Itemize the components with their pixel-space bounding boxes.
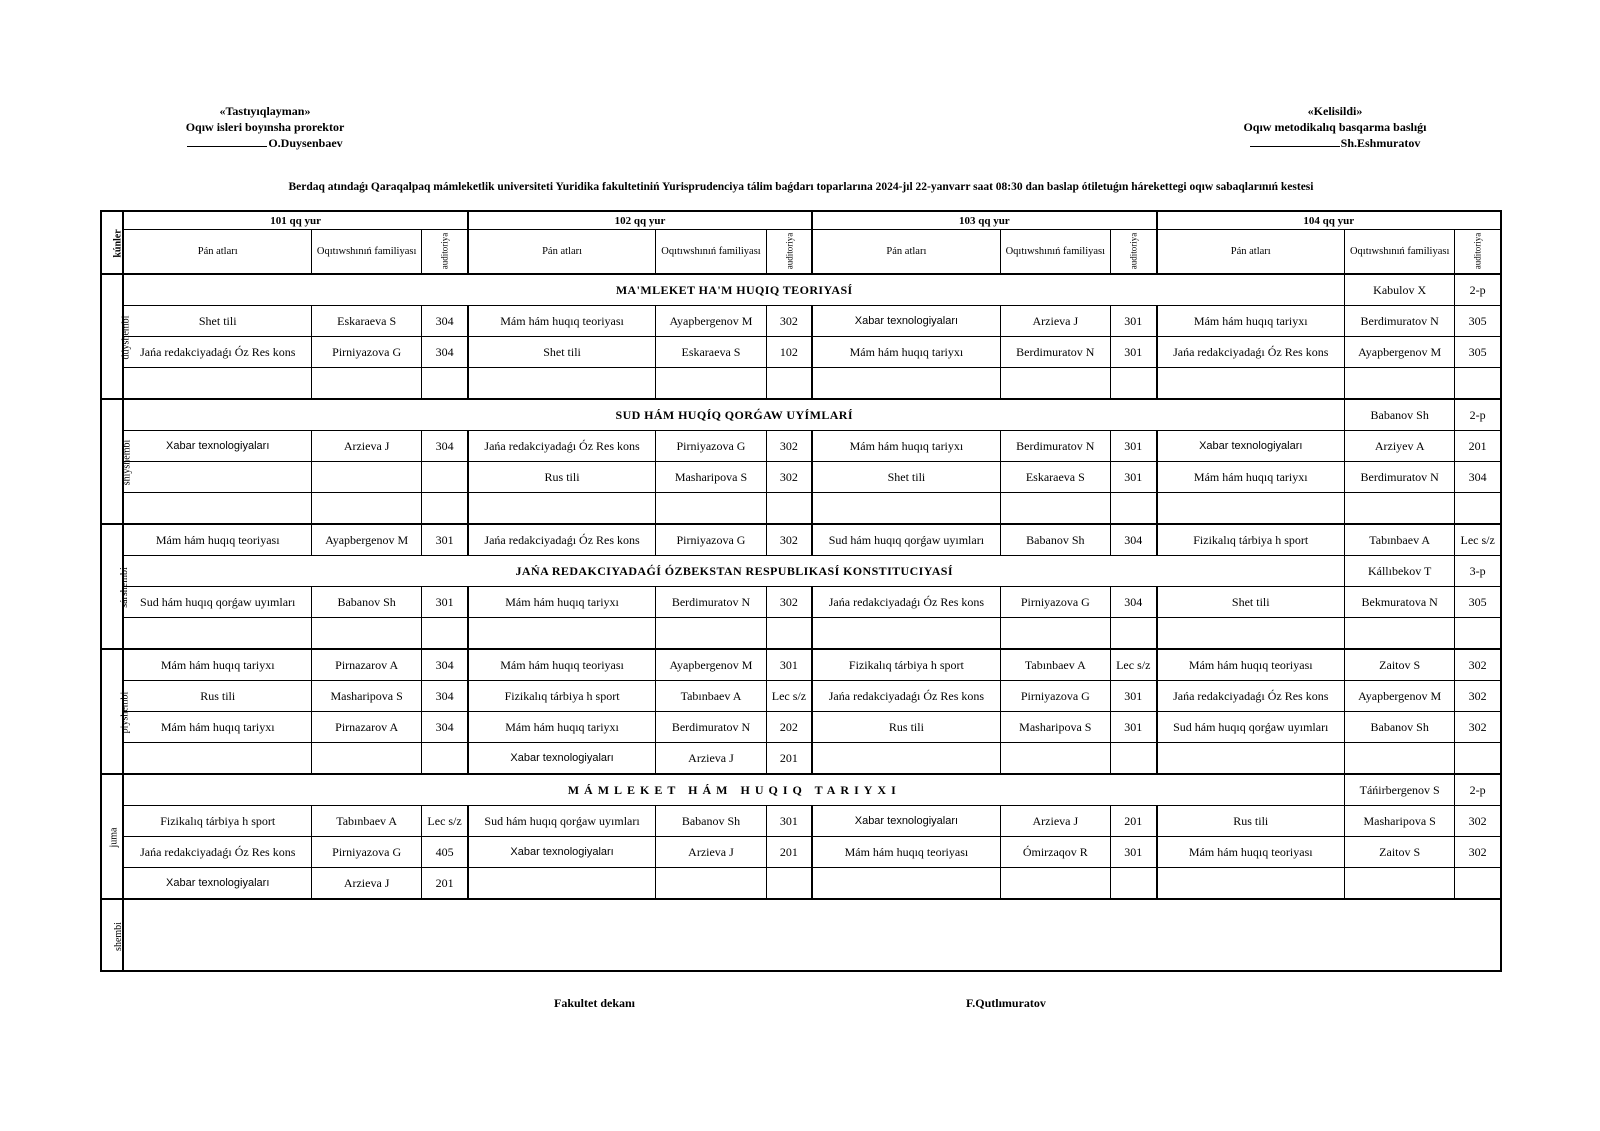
subject-cell: Mám hám huqıq teoriyası bbox=[1157, 837, 1345, 868]
schedule-row bbox=[101, 743, 1501, 775]
subject-cell: Jańa redakciyadaǵı Óz Res kons bbox=[123, 837, 311, 868]
col-room-label: auditoriya bbox=[1128, 232, 1139, 270]
day-label-cell bbox=[101, 899, 123, 971]
col-room-header bbox=[422, 230, 468, 275]
day-label-cell bbox=[101, 524, 130, 649]
col-room-header bbox=[766, 230, 812, 275]
room-cell bbox=[1455, 493, 1501, 525]
teacher-cell bbox=[656, 868, 766, 900]
subject-cell: Mám hám huqıq teoriyası bbox=[123, 524, 311, 556]
lecture-banner: JAŃA REDAKCIYADAǴÍ ÓZBEKSTAN RESPUBLIKASÍ KONSTITUCIYASÍ bbox=[123, 556, 1344, 587]
subject-cell: Jańa redakciyadaǵı Óz Res kons bbox=[468, 431, 656, 462]
col-room-label: auditoriya bbox=[439, 232, 450, 270]
subject-cell: Mám hám huqıq teoriyası bbox=[1157, 649, 1345, 681]
subject-cell: Fizikalıq tárbiya h sport bbox=[1157, 524, 1345, 556]
room-cell bbox=[1111, 743, 1157, 775]
subject-cell: Mám hám huqıq teoriyası bbox=[812, 837, 1000, 868]
teacher-cell: Pirniyazova G bbox=[1000, 587, 1110, 618]
subject-cell: Shet tili bbox=[1157, 587, 1345, 618]
subject-cell bbox=[123, 493, 311, 525]
teacher-cell: Arzieva J bbox=[311, 431, 421, 462]
subject-cell: Shet tili bbox=[123, 306, 311, 337]
teacher-cell bbox=[1345, 368, 1455, 400]
signature-line bbox=[187, 136, 267, 147]
subject-cell bbox=[468, 868, 656, 900]
teacher-cell: Berdimuratov N bbox=[1000, 337, 1110, 368]
room-cell: 302 bbox=[766, 587, 812, 618]
room-cell: 302 bbox=[766, 462, 812, 493]
days-header-label: kúnler bbox=[112, 228, 124, 258]
day-row-empty bbox=[101, 899, 1501, 971]
teacher-cell: Berdimuratov N bbox=[1000, 431, 1110, 462]
subject-cell: Jańa redakciyadaǵı Óz Res kons bbox=[468, 524, 656, 556]
dean-label: Fakultet dekanı bbox=[554, 996, 636, 1010]
room-cell: 304 bbox=[422, 306, 468, 337]
subject-cell: Jańa redakciyadaǵı Óz Res kons bbox=[1157, 337, 1345, 368]
room-cell: 304 bbox=[422, 337, 468, 368]
subject-cell bbox=[1157, 743, 1345, 775]
schedule-row bbox=[101, 493, 1501, 525]
room-cell: 304 bbox=[1111, 587, 1157, 618]
day-label-cell bbox=[101, 774, 123, 899]
lecture-teacher: Kállıbekov T bbox=[1345, 556, 1455, 587]
teacher-cell: Berdimuratov N bbox=[656, 587, 766, 618]
room-cell: Lec s/z bbox=[1455, 524, 1501, 556]
signature-line bbox=[1250, 136, 1340, 147]
schedule-row bbox=[101, 431, 1501, 462]
subject-cell bbox=[123, 368, 311, 400]
subject-cell: Xabar texnologiyaları bbox=[1157, 431, 1345, 462]
schedule-row bbox=[101, 524, 1501, 556]
room-cell: Lec s/z bbox=[1111, 649, 1157, 681]
subject-cell: Shet tili bbox=[812, 462, 1000, 493]
subject-cell bbox=[812, 368, 1000, 400]
subject-cell: Sud hám huqıq qorǵaw uyımları bbox=[468, 806, 656, 837]
room-cell: 202 bbox=[766, 712, 812, 743]
day-label-cell bbox=[101, 649, 131, 774]
room-cell: 304 bbox=[422, 649, 468, 681]
schedule-row bbox=[101, 681, 1501, 712]
subject-cell bbox=[468, 618, 656, 650]
room-cell: 302 bbox=[1455, 712, 1501, 743]
teacher-cell bbox=[1000, 868, 1110, 900]
subject-cell: Jańa redakciyadaǵı Óz Res kons bbox=[812, 587, 1000, 618]
teacher-cell: Arzieva J bbox=[1000, 306, 1110, 337]
subject-cell: Mám hám huqıq tariyxı bbox=[468, 587, 656, 618]
subject-cell bbox=[812, 743, 1000, 775]
subject-cell bbox=[123, 618, 311, 650]
room-cell: 201 bbox=[1455, 431, 1501, 462]
room-cell bbox=[1111, 618, 1157, 650]
schedule-row bbox=[101, 556, 1501, 587]
subject-cell: Rus tili bbox=[1157, 806, 1345, 837]
group-header-row bbox=[101, 211, 1501, 230]
lecture-teacher: Babanov Sh bbox=[1345, 399, 1455, 431]
day-label: shiyshembi bbox=[121, 439, 133, 486]
schedule-row bbox=[101, 618, 1501, 650]
subject-cell: Fizikalıq tárbiya h sport bbox=[123, 806, 311, 837]
room-cell: 102 bbox=[766, 337, 812, 368]
schedule-row bbox=[101, 274, 1501, 306]
col-subject-header: Pán atları bbox=[123, 230, 311, 275]
teacher-cell: Eskaraeva S bbox=[311, 306, 421, 337]
agreement-position: Oqıw metodikalıq basqarma baslıǵı bbox=[1243, 120, 1427, 134]
col-room-label: auditoriya bbox=[1472, 232, 1483, 270]
room-cell: 304 bbox=[1111, 524, 1157, 556]
teacher-cell bbox=[311, 368, 421, 400]
schedule-row bbox=[101, 712, 1501, 743]
room-cell bbox=[1455, 368, 1501, 400]
subject-cell bbox=[123, 743, 311, 775]
room-cell bbox=[766, 868, 812, 900]
room-cell: 301 bbox=[1111, 306, 1157, 337]
lecture-banner: SUD HÁM HUQÍQ QORǴAW UYÍMLARÍ bbox=[123, 399, 1344, 431]
schedule-table bbox=[100, 210, 1502, 972]
subject-cell: Xabar texnologiyaları bbox=[812, 806, 1000, 837]
col-teacher-header: Oqıtıwshınıń familiyası bbox=[311, 230, 421, 275]
room-cell: 201 bbox=[766, 837, 812, 868]
teacher-cell: Berdimuratov N bbox=[1345, 462, 1455, 493]
room-cell: Lec s/z bbox=[422, 806, 468, 837]
room-cell: 301 bbox=[1111, 431, 1157, 462]
subject-cell: Rus tili bbox=[468, 462, 656, 493]
schedule-title: Berdaq atındaǵı Qaraqalpaq mámleketlik universiteti Yuridika fakultetiniń Yurisprudenciya tálim baǵdarı toparlarına 2024-jıl 22-yanvarr saat 08:30 dan baslap ótiletuǵın hárekettegi oqıw sabaqlarınıń kestesi bbox=[288, 181, 1314, 193]
teacher-cell: Pirnazarov A bbox=[311, 712, 421, 743]
room-cell: 302 bbox=[1455, 837, 1501, 868]
schedule-row bbox=[101, 337, 1501, 368]
room-cell bbox=[766, 618, 812, 650]
subject-cell: Xabar texnologiyaları bbox=[123, 431, 311, 462]
room-cell: 301 bbox=[422, 524, 468, 556]
schedule-row bbox=[101, 399, 1501, 431]
schedule-row bbox=[101, 837, 1501, 868]
teacher-cell: Pirniyazova G bbox=[311, 337, 421, 368]
teacher-cell bbox=[656, 493, 766, 525]
room-cell: 301 bbox=[422, 587, 468, 618]
day-label: dúyshembi bbox=[120, 315, 132, 360]
schedule-row bbox=[101, 587, 1501, 618]
teacher-cell: Ayapbergenov M bbox=[311, 524, 421, 556]
subject-cell: Xabar texnologiyaları bbox=[468, 743, 656, 775]
teacher-cell: Babanov Sh bbox=[311, 587, 421, 618]
room-cell bbox=[1111, 493, 1157, 525]
teacher-cell: Ayapbergenov M bbox=[656, 649, 766, 681]
subject-cell: Sud hám huqıq qorǵaw uyımları bbox=[812, 524, 1000, 556]
teacher-cell: Pirniyazova G bbox=[656, 431, 766, 462]
teacher-cell: Pirniyazova G bbox=[1000, 681, 1110, 712]
schedule-row bbox=[101, 462, 1501, 493]
agreement-name: Sh.Eshmuratov bbox=[1340, 136, 1421, 150]
room-cell: 301 bbox=[1111, 462, 1157, 493]
subject-cell bbox=[123, 462, 311, 493]
room-cell bbox=[1455, 868, 1501, 900]
teacher-cell bbox=[1345, 868, 1455, 900]
teacher-cell: Ómirzaqov R bbox=[1000, 837, 1110, 868]
room-cell bbox=[422, 618, 468, 650]
room-cell: 302 bbox=[1455, 806, 1501, 837]
teacher-cell: Arzieva J bbox=[311, 868, 421, 900]
col-room-header bbox=[1111, 230, 1157, 275]
room-cell: 302 bbox=[766, 431, 812, 462]
teacher-cell bbox=[311, 493, 421, 525]
subject-cell: Shet tili bbox=[468, 337, 656, 368]
room-cell: 302 bbox=[766, 306, 812, 337]
subject-cell: Fizikalıq tárbiya h sport bbox=[468, 681, 656, 712]
subject-cell: Rus tili bbox=[812, 712, 1000, 743]
room-cell: 301 bbox=[766, 806, 812, 837]
room-cell bbox=[766, 493, 812, 525]
subject-cell: Sud hám huqıq qorǵaw uyımları bbox=[123, 587, 311, 618]
subject-cell bbox=[1157, 618, 1345, 650]
teacher-cell bbox=[1000, 743, 1110, 775]
teacher-cell: Arzieva J bbox=[656, 837, 766, 868]
teacher-cell bbox=[1345, 743, 1455, 775]
subject-cell: Mám hám huqıq teoriyası bbox=[468, 306, 656, 337]
subject-cell: Jańa redakciyadaǵı Óz Res kons bbox=[123, 337, 311, 368]
room-cell: 201 bbox=[1111, 806, 1157, 837]
subject-cell: Xabar texnologiyaları bbox=[468, 837, 656, 868]
room-cell: 304 bbox=[422, 431, 468, 462]
col-teacher-header: Oqıtıwshınıń familiyası bbox=[1345, 230, 1455, 275]
subject-cell: Mám hám huqıq tariyxı bbox=[812, 431, 1000, 462]
day-label: piyshembi bbox=[119, 691, 131, 734]
col-teacher-header: Oqıtıwshınıń familiyası bbox=[1000, 230, 1110, 275]
approval-position: Oqıw isleri boyınsha prorektor bbox=[185, 120, 345, 134]
teacher-cell: Pirniyazova G bbox=[656, 524, 766, 556]
teacher-cell: Ayapbergenov M bbox=[1345, 681, 1455, 712]
teacher-cell: Tabınbaev A bbox=[656, 681, 766, 712]
room-cell: 305 bbox=[1455, 587, 1501, 618]
lecture-room: 2-p bbox=[1455, 274, 1501, 306]
room-cell: 301 bbox=[1111, 712, 1157, 743]
subject-cell: Rus tili bbox=[123, 681, 311, 712]
lecture-banner: MA'MLEKET HA'M HUQIQ TEORIYASÍ bbox=[123, 274, 1344, 306]
room-cell bbox=[422, 368, 468, 400]
subject-cell bbox=[812, 618, 1000, 650]
teacher-cell: Masharipova S bbox=[311, 681, 421, 712]
days-header bbox=[101, 211, 123, 274]
schedule-row bbox=[101, 649, 1501, 681]
lecture-room: 3-p bbox=[1455, 556, 1501, 587]
approval-block bbox=[150, 103, 380, 151]
teacher-cell: Babanov Sh bbox=[1000, 524, 1110, 556]
approval-name: O.Duysenbaev bbox=[268, 136, 343, 150]
subject-cell: Mám hám huqıq teoriyası bbox=[468, 649, 656, 681]
room-cell: 304 bbox=[422, 681, 468, 712]
group-header: 102 qq yur bbox=[468, 211, 812, 230]
room-cell bbox=[422, 743, 468, 775]
lecture-room: 2-p bbox=[1455, 399, 1501, 431]
approval-title: «Tastıyıqlayman» bbox=[219, 104, 311, 118]
teacher-cell bbox=[311, 618, 421, 650]
teacher-cell: Ayapbergenov M bbox=[656, 306, 766, 337]
teacher-cell: Masharipova S bbox=[1345, 806, 1455, 837]
teacher-cell bbox=[1000, 368, 1110, 400]
teacher-cell: Pirnazarov A bbox=[311, 649, 421, 681]
room-cell bbox=[422, 493, 468, 525]
teacher-cell bbox=[656, 368, 766, 400]
room-cell: 302 bbox=[1455, 649, 1501, 681]
empty-day-cell bbox=[123, 899, 1501, 971]
teacher-cell: Pirniyazova G bbox=[311, 837, 421, 868]
day-label: sárshembi bbox=[118, 567, 130, 608]
room-cell: 201 bbox=[766, 743, 812, 775]
subject-cell: Jańa redakciyadaǵı Óz Res kons bbox=[812, 681, 1000, 712]
subject-cell: Mám hám huqıq tariyxı bbox=[1157, 462, 1345, 493]
room-cell: 405 bbox=[422, 837, 468, 868]
room-cell bbox=[1111, 868, 1157, 900]
col-subject-header: Pán atları bbox=[1157, 230, 1345, 275]
col-subject-header: Pán atları bbox=[812, 230, 1000, 275]
teacher-cell bbox=[1345, 618, 1455, 650]
column-header-row bbox=[101, 230, 1501, 275]
approval-signature bbox=[150, 135, 380, 151]
day-label: juma bbox=[108, 827, 120, 848]
teacher-cell bbox=[311, 462, 421, 493]
day-label: shembi bbox=[112, 921, 124, 951]
agreement-title: «Kelisildi» bbox=[1307, 104, 1363, 118]
room-cell: 302 bbox=[766, 524, 812, 556]
subject-cell: Mám hám huqıq tariyxı bbox=[123, 712, 311, 743]
teacher-cell: Tabınbaev A bbox=[311, 806, 421, 837]
room-cell bbox=[422, 462, 468, 493]
schedule-row bbox=[101, 368, 1501, 400]
lecture-teacher: Táńirbergenov S bbox=[1345, 774, 1455, 806]
lecture-banner: MÁMLEKET HÁM HUQIQ TARIYXI bbox=[123, 774, 1344, 806]
teacher-cell: Tabınbaev A bbox=[1000, 649, 1110, 681]
subject-cell: Xabar texnologiyaları bbox=[123, 868, 311, 900]
teacher-cell: Arzieva J bbox=[1000, 806, 1110, 837]
subject-cell: Mám hám huqıq tariyxı bbox=[468, 712, 656, 743]
lecture-teacher: Kabulov X bbox=[1345, 274, 1455, 306]
day-label-cell bbox=[101, 274, 132, 399]
teacher-cell: Arziyev A bbox=[1345, 431, 1455, 462]
agreement-signature bbox=[1215, 135, 1455, 151]
room-cell bbox=[1111, 368, 1157, 400]
teacher-cell: Eskaraeva S bbox=[1000, 462, 1110, 493]
room-cell: 301 bbox=[1111, 837, 1157, 868]
teacher-cell: Babanov Sh bbox=[1345, 712, 1455, 743]
subject-cell: Xabar texnologiyaları bbox=[812, 306, 1000, 337]
teacher-cell bbox=[1345, 493, 1455, 525]
group-header: 103 qq yur bbox=[812, 211, 1156, 230]
subject-cell: Fizikalıq tárbiya h sport bbox=[812, 649, 1000, 681]
teacher-cell: Ayapbergenov M bbox=[1345, 337, 1455, 368]
teacher-cell: Berdimuratov N bbox=[656, 712, 766, 743]
room-cell: 304 bbox=[422, 712, 468, 743]
room-cell: 301 bbox=[1111, 337, 1157, 368]
subject-cell: Jańa redakciyadaǵı Óz Res kons bbox=[1157, 681, 1345, 712]
dean-name: F.Qutlımuratov bbox=[966, 996, 1046, 1010]
col-room-label: auditoriya bbox=[783, 232, 794, 270]
subject-cell bbox=[1157, 493, 1345, 525]
teacher-cell: Zaitov S bbox=[1345, 649, 1455, 681]
schedule-row bbox=[101, 806, 1501, 837]
room-cell bbox=[1455, 618, 1501, 650]
teacher-cell: Babanov Sh bbox=[656, 806, 766, 837]
lecture-room: 2-p bbox=[1455, 774, 1501, 806]
teacher-cell: Arzieva J bbox=[656, 743, 766, 775]
subject-cell bbox=[1157, 368, 1345, 400]
teacher-cell: Tabınbaev A bbox=[1345, 524, 1455, 556]
subject-cell bbox=[812, 868, 1000, 900]
teacher-cell: Masharipova S bbox=[1000, 712, 1110, 743]
schedule-row bbox=[101, 306, 1501, 337]
room-cell: 302 bbox=[1455, 681, 1501, 712]
group-header: 104 qq yur bbox=[1157, 211, 1502, 230]
group-header: 101 qq yur bbox=[123, 211, 467, 230]
teacher-cell: Bekmuratova N bbox=[1345, 587, 1455, 618]
day-label-cell bbox=[101, 399, 133, 524]
subject-cell bbox=[468, 493, 656, 525]
room-cell: 305 bbox=[1455, 337, 1501, 368]
subject-cell bbox=[1157, 868, 1345, 900]
schedule-row bbox=[101, 868, 1501, 900]
teacher-cell: Eskaraeva S bbox=[656, 337, 766, 368]
room-cell: 304 bbox=[1455, 462, 1501, 493]
agreement-block bbox=[1215, 103, 1455, 151]
subject-cell bbox=[468, 368, 656, 400]
room-cell: 301 bbox=[1111, 681, 1157, 712]
col-teacher-header: Oqıtıwshınıń familiyası bbox=[656, 230, 766, 275]
schedule-row bbox=[101, 774, 1501, 806]
col-subject-header: Pán atları bbox=[468, 230, 656, 275]
room-cell: Lec s/z bbox=[766, 681, 812, 712]
room-cell: 305 bbox=[1455, 306, 1501, 337]
room-cell: 301 bbox=[766, 649, 812, 681]
room-cell bbox=[1455, 743, 1501, 775]
teacher-cell: Masharipova S bbox=[656, 462, 766, 493]
room-cell: 201 bbox=[422, 868, 468, 900]
subject-cell: Mám hám huqıq tariyxı bbox=[123, 649, 311, 681]
teacher-cell bbox=[1000, 493, 1110, 525]
col-room-header bbox=[1455, 230, 1501, 275]
subject-cell: Mám hám huqıq tariyxı bbox=[812, 337, 1000, 368]
teacher-cell: Zaitov S bbox=[1345, 837, 1455, 868]
subject-cell: Sud hám huqıq qorǵaw uyımları bbox=[1157, 712, 1345, 743]
subject-cell bbox=[812, 493, 1000, 525]
teacher-cell: Berdimuratov N bbox=[1345, 306, 1455, 337]
subject-cell: Mám hám huqıq tariyxı bbox=[1157, 306, 1345, 337]
teacher-cell bbox=[1000, 618, 1110, 650]
teacher-cell bbox=[311, 743, 421, 775]
room-cell bbox=[766, 368, 812, 400]
teacher-cell bbox=[656, 618, 766, 650]
